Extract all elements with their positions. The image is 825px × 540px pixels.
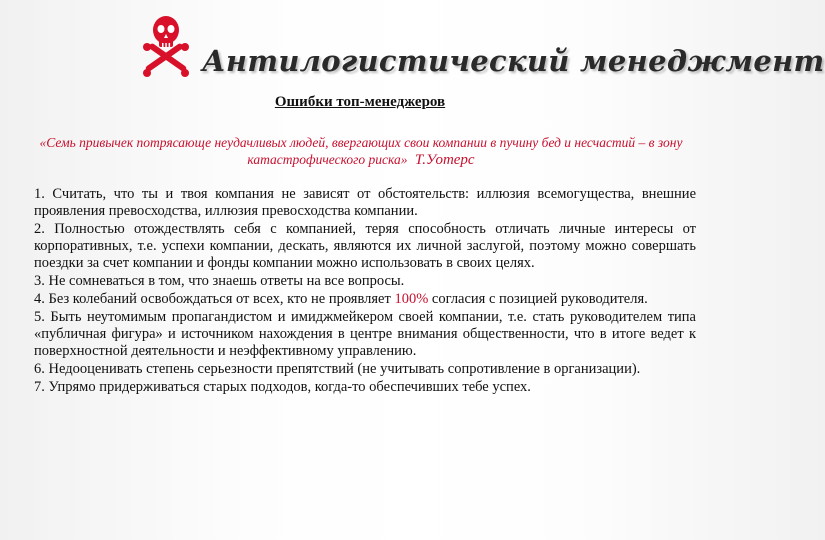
- list-item: [34, 186, 696, 220]
- list-item-text: 1. Считать, что ты и твоя компания не зависят от обстоятельств: иллюзия всемогущества, внешние проявления превосходства, иллюзия превосходства компании.: [34, 186, 696, 219]
- highlight-percent: 100%: [394, 291, 429, 307]
- list-item-text: 3. Не сомневаться в том, что знаешь ответы на все вопросы.: [34, 273, 405, 289]
- quote-author: Т.Уотерс: [414, 152, 475, 168]
- list-item-text: согласия с позицией руководителя.: [428, 291, 648, 307]
- list-item-text: 7. Упрямо придерживаться старых подходов, когда-то обеспечивших тебе успех.: [34, 379, 531, 395]
- mistakes-list: [34, 186, 696, 397]
- list-item: [34, 221, 696, 272]
- list-item: [34, 273, 696, 290]
- list-item: [34, 379, 696, 396]
- page-subtitle: Ошибки топ-менеджеров: [274, 94, 446, 110]
- list-item: [34, 361, 696, 378]
- list-item-text: 5. Быть неутомимым пропагандистом и имиджмейкером своей компании, т.е. стать руководителем типа «публичная фигура» и источником нахождения в центре внимания общественности, что в итоге ведет к поверхностной деятельности и неэффективному управлению.: [34, 309, 696, 359]
- slide-header: [140, 10, 825, 80]
- page-title: Антилогистический менеджмент: [202, 44, 825, 78]
- epigraph-quote: [14, 134, 708, 169]
- list-item: [34, 291, 696, 308]
- list-item-text: 2. Полностью отождествлять себя с компанией, теряя способность отличать личные интересы от корпоративных, т.е. успехи компании, дескать, являются их личной заслугой, поэтому можно совершать поездки за счет компании и фонды компании можно использовать в своих целях.: [34, 221, 696, 271]
- list-item-text: 4. Без колебаний освобождаться от всех, кто не проявляет: [34, 291, 395, 307]
- list-item-text: 6. Недооценивать степень серьезности препятствий (не учитывать сопротивление в организации).: [34, 361, 641, 377]
- list-item: [34, 309, 696, 360]
- skull-crossbones-icon: [140, 14, 192, 78]
- quote-text: «Семь привычек потрясающе неудачливых людей, ввергающих свои компании в пучину бед и несчастий – в зону катастрофического риска»: [39, 135, 683, 167]
